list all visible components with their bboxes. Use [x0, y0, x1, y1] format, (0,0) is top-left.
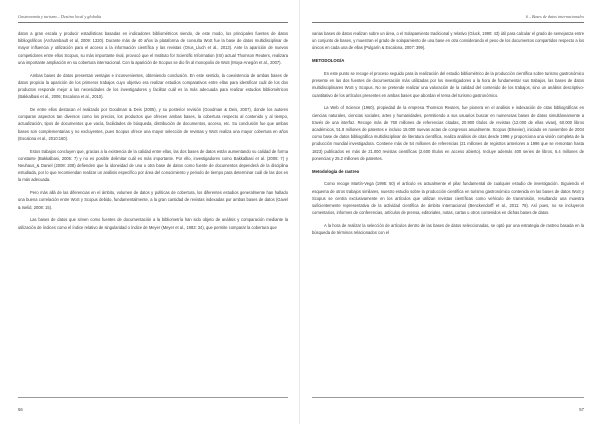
right-paragraph: La Web of Science (1960), propiedad de la empresa Thomson Reuters, fue pionera en el análisis e indexación de citas bibliográficas en ciencias naturales, ciencias sociales, artes y humanidades, permitiendo a sus usuarios buscar en numerosas bases de datos simultáneamente a través de una interfaz. Recoge más de 760 millones de referencias citadas, 20.900 títulos de revistas (12.000 de ellas vivas), 60.000 libros académicos, 51.8 millones de patentes e incluso 15.000 nuevas actas de congresos anualmente. Scopus (Elsevier), iniciado en noviembre de 2004 como base de datos bibliográfica multidisciplinar de literatura científica, realiza análisis de citas desde 1996 y proporciona una visión completa de la producción mundial investigadora. Contiene más de 54 millones de referencias (21 millones de registros anteriores a 1996 que se remontan hasta 1823) publicados en más de 21.000 revistas científicas (2.600 títulos en acceso abierto). Incluye además 400 series de libros, 6.4 millones de ponencias y 25.2 millones de patentes.	[312, 105, 584, 161]
left-paragraph: Las bases de datos que sirven como fuentes de documentación a la bibliometría han sido objeto de análisis y comparación mediante la utilización de índices como el índice relativo de singularidad o índice de Meyer (Meyer et al., 1983: 34), que permite comparar la cobertura que	[18, 217, 288, 230]
right-footer-rule	[312, 397, 584, 398]
right-header-rule	[312, 22, 584, 23]
left-paragraph: Pero más allá de las diferencias en el ámbito, volumen de datos y políticas de cobertura, los diferentes estudios generalmente han hallado una buena correlación entre WoS y Scopus debido, fundamentalmente, a la gran cantidad de revistas indexadas por ambas bases de datos (Gavel & Iselid, 2008: 15).	[18, 190, 288, 210]
left-page-number: 56	[18, 407, 23, 412]
right-paragraph: Como recoge Martín-Vega (1995: 50) el artículo es actualmente el pilar fundamental de cualquier estudio de investigación. Siguiendo el esquema de otros trabajos similares, nuestro estudio sobre la producción científica en turismo gastronómico contenida en las bases de datos WoS y Scopus se centra exclusivamente en los artículos que utilizan revistas científicas como vehículo de transmisión, resultando una muestra suficientemente representativa de la actividad científica de ámbito internacional (Benckendorff et al., 2011: 78). Así pues, no se incluyeron comentarios, informes de conferencias, artículos de prensa, editoriales, notas, cartas u otros contenidos en dichas bases de datos.	[312, 181, 584, 216]
right-page-number: 57	[579, 407, 584, 412]
left-paragraph: De entre ellos destacan el realizado por Goodman & Deis (2005), y su posterior revisión (Goodman & Deis, 2007), donde los autores comparan aspectos tan diversos como los precios, los productos que ofrecen ambas bases, la cobertura respecto al contenido y al tiempo, actualización, tipos de documentos que vacía, facilidades de búsqueda, distribución de documentos, acceso, etc. Su conclusión fue que ambas bases son complementarias y no excluyentes, pues Scopus ofrece una mayor selección de revistas y WoS realiza una mayor cobertura en años (Escalona et al., 2010:160).	[18, 107, 288, 141]
left-header-rule	[18, 22, 288, 23]
section-heading: METODOLOGÍA	[312, 58, 345, 64]
left-footer-rule	[18, 397, 288, 398]
left-paragraph: Estos trabajos concluyen que, gracias a la existencia de la calidad entre ellas, las dos bases de datos están aumentando su calidad de forma constante (Bakkalbasi, 2006: 7) y no es posible delimitar cuál es más importante. Por ello, investigadores como Bakkalbasi et al. (2006: 7) y Neuhaus_& Daniel (2008: 208) defienden que la idoneidad de una u otra base de datos como fuente de documentos dependerá de la disciplina estudiada, por lo que recomiendan realizar un análisis específico por área del conocimiento y periodo de tiempo para determinar cuál de las dos es la más adecuada.	[18, 148, 288, 183]
right-paragraph: varias bases de datos realizan sobre un área, o el Solapamiento tradicional y relativo (Gluck, 1990: 43) útil para calcular el grado de semejanza entre un conjunto de bases, y muestran el grado de solapamiento de una base en otra considerando el peso de los documentos compartidos respecto a los únicos en cada una de ellas (Pulgarín & Escalona, 2007: 399).	[312, 31, 584, 51]
right-running-head: 6 – Bases de datos internacionales	[525, 14, 584, 19]
section-heading: Metodología de rastreo	[312, 168, 360, 174]
right-paragraph: En este punto se recoge el proceso seguido para la realización del estudio bibliométrico de la producción científica sobre turismo gastronómico presente en las dos fuentes de documentación más utilizadas por los investigadores a la hora de fundamentar sus trabajos, las bases de datos multidisciplinares WoS y Scopus. No se pretende realizar una valoración de la calidad del contenido de los trabajos, sino un análisis descriptivo-cuantitativo de los artículos presentes en ambas bases que abordan el tema del turismo gastronómico.	[312, 71, 584, 98]
left-body-text	[18, 30, 288, 388]
right-body-text	[312, 30, 584, 388]
left-paragraph: datos a gran escala y producir estadísticas basadas en indicadores bibliométricos siendo, de este modo, los principales fuentes de datos bibliográficos (Archambault et al, 2009: 1320). Durante más de 40 años la plataforma de consulta WoS fue la base de datos multidisciplinar de mayor influencia y utilización para el acceso a la información científica y las revistas (Orus_Lluch et al., 2013). Ante la aparición de nuevos competidores entre ellos Scopus, su más importante rival, provocó que el Instituto for Scientific Information (ISI) actual Thomson Reuters, realizara una importante ampliación en su cobertura internacional. Con la aparición de Scopus se dio fin al monopolio de WoS (Moya-Anegón et al., 2007).	[18, 31, 288, 65]
right-paragraph: A la hora de realizar la selección de artículos dentro de las bases de datos seleccionadas, se optó por una estrategia de rastreo basada en la búsqueda de términos relacionados con el	[312, 223, 584, 236]
left-running-head: Gastronomía y turismo – Destino local y globalía	[18, 14, 102, 19]
left-paragraph: Ambas bases de datos presentan ventajas e inconvenientes, obteniendo conclusión. En este sentido, la coexistencia de ambas bases de datos propicia la aparición de los primeros trabajos cuyo objetivo era realizar estudios comparativos entre ellas para identificar cuál de los dos productos responde mejor a las necesidades de los investigadores y facilitar cuál es la más adecuada para realizar estudios bibliométricos (Bakkalbasi et al., 2006; Escalona et al., 2010).	[18, 72, 288, 100]
right-page	[300, 0, 600, 424]
